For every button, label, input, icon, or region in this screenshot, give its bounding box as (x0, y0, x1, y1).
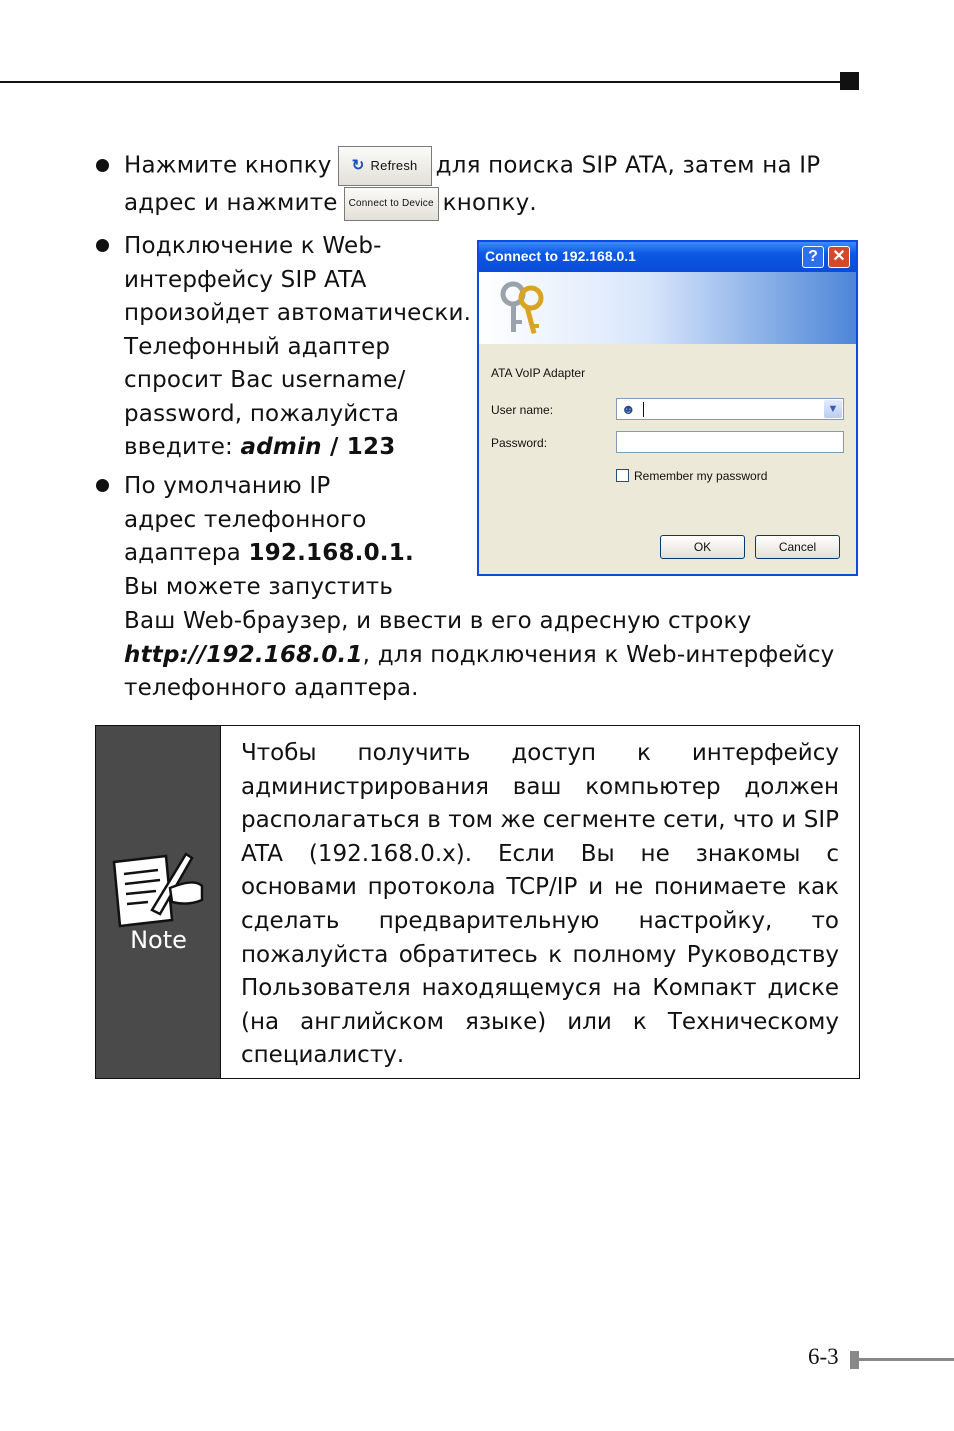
bullet3-line: Вы можете запустить (124, 574, 394, 600)
bullet3-line: Ваш Web-браузер, и ввести в его адресную строку (124, 608, 752, 634)
default-password: 123 (346, 434, 396, 460)
password-field[interactable] (616, 431, 844, 453)
default-username: admin (240, 434, 322, 460)
bullet3-url-line (124, 638, 834, 672)
bullet-dot (96, 159, 109, 172)
footer-rule-marker (850, 1351, 859, 1369)
bullet1-text-a: Нажмите кнопку (124, 152, 332, 179)
bullet1-line2 (124, 186, 537, 221)
dialog-titlebar (479, 242, 856, 272)
footer-rule (859, 1358, 954, 1361)
page-number: 6-3 (808, 1344, 839, 1369)
bullet2-line: Подключение к Web- (124, 233, 382, 259)
bullet1-line1 (124, 146, 820, 186)
default-ip: 192.168.0.1. (248, 540, 414, 566)
header-rule-marker (840, 72, 859, 90)
text-cursor (643, 402, 644, 417)
bullet1-text-c: адрес и нажмите (124, 190, 338, 216)
note-box (95, 725, 860, 1079)
note-sidebar (96, 726, 221, 1078)
realm-label: ATA VoIP Adapter (491, 366, 586, 380)
chevron-down-icon[interactable]: ▼ (824, 400, 842, 418)
bullet3-line: телефонного адаптера. (124, 675, 419, 701)
bullet2-line: произойдет автоматически. (124, 300, 472, 326)
bullet3-line: По умолчанию IP (124, 473, 331, 499)
bullet2-line: интерфейсу SIP ATA (124, 267, 367, 293)
note-text: Чтобы получить доступ к интерфейсу администрирования ваш компьютер должен располагаться в том же сегменте сети, что и SIP ATA (192.168.0.x). Если Вы не знакомы с основами протокола TCP/IP и не понимаете как сделать предварительную настройку, то пожалуйста обратитесь к полному Руководству Пользователя находящемуся на Компакт диске (на английском языке) или к Техническому специалисту. (241, 740, 839, 1069)
remember-password-label: Remember my password (634, 469, 768, 483)
cancel-button[interactable]: Cancel (755, 535, 840, 559)
bullet2-line: спросит Вас username/ (124, 367, 406, 393)
url-suffix: , для подключения к Web-интерфейсу (362, 642, 835, 668)
help-button[interactable]: ? (802, 246, 824, 268)
dialog-banner (479, 272, 856, 344)
default-url: http://192.168.0.1 (124, 642, 363, 668)
bullet-dot (96, 479, 109, 492)
credential-separator: / (329, 434, 339, 460)
credentials-prefix: введите: (124, 434, 234, 460)
keys-icon (493, 276, 553, 340)
refresh-button-image (338, 146, 432, 186)
username-dropdown[interactable] (616, 398, 844, 420)
refresh-icon: ↻ (351, 157, 365, 174)
ip-prefix: адаптера (124, 540, 241, 566)
bullet2-line: password, пожалуйста (124, 401, 400, 427)
connect-button-label: Connect to Device (348, 197, 434, 209)
user-icon: ☻ (621, 401, 636, 417)
bullet2-credentials-line (124, 430, 395, 464)
remember-password-checkbox[interactable] (616, 469, 629, 482)
login-dialog (477, 240, 858, 576)
refresh-button-label: Refresh (370, 158, 418, 173)
bullet1-text-d: кнопку. (442, 190, 537, 216)
note-label: Note (130, 926, 187, 954)
bullet2-line: Телефонный адаптер (124, 334, 391, 360)
close-button[interactable]: ✕ (828, 246, 850, 268)
username-label: User name: (491, 403, 554, 417)
bullet-dot (96, 239, 109, 252)
ok-button[interactable]: OK (660, 535, 745, 559)
bullet3-ip-line (124, 536, 414, 570)
bullet1-text-b: для поиска SIP ATA, затем на IP (435, 152, 821, 179)
header-rule (0, 81, 842, 83)
connect-to-device-button-image (344, 187, 439, 221)
dialog-title: Connect to 192.168.0.1 (485, 248, 636, 264)
note-pencil-icon (108, 848, 208, 928)
bullet3-line: адрес телефонного (124, 507, 367, 533)
password-label: Password: (491, 436, 548, 450)
